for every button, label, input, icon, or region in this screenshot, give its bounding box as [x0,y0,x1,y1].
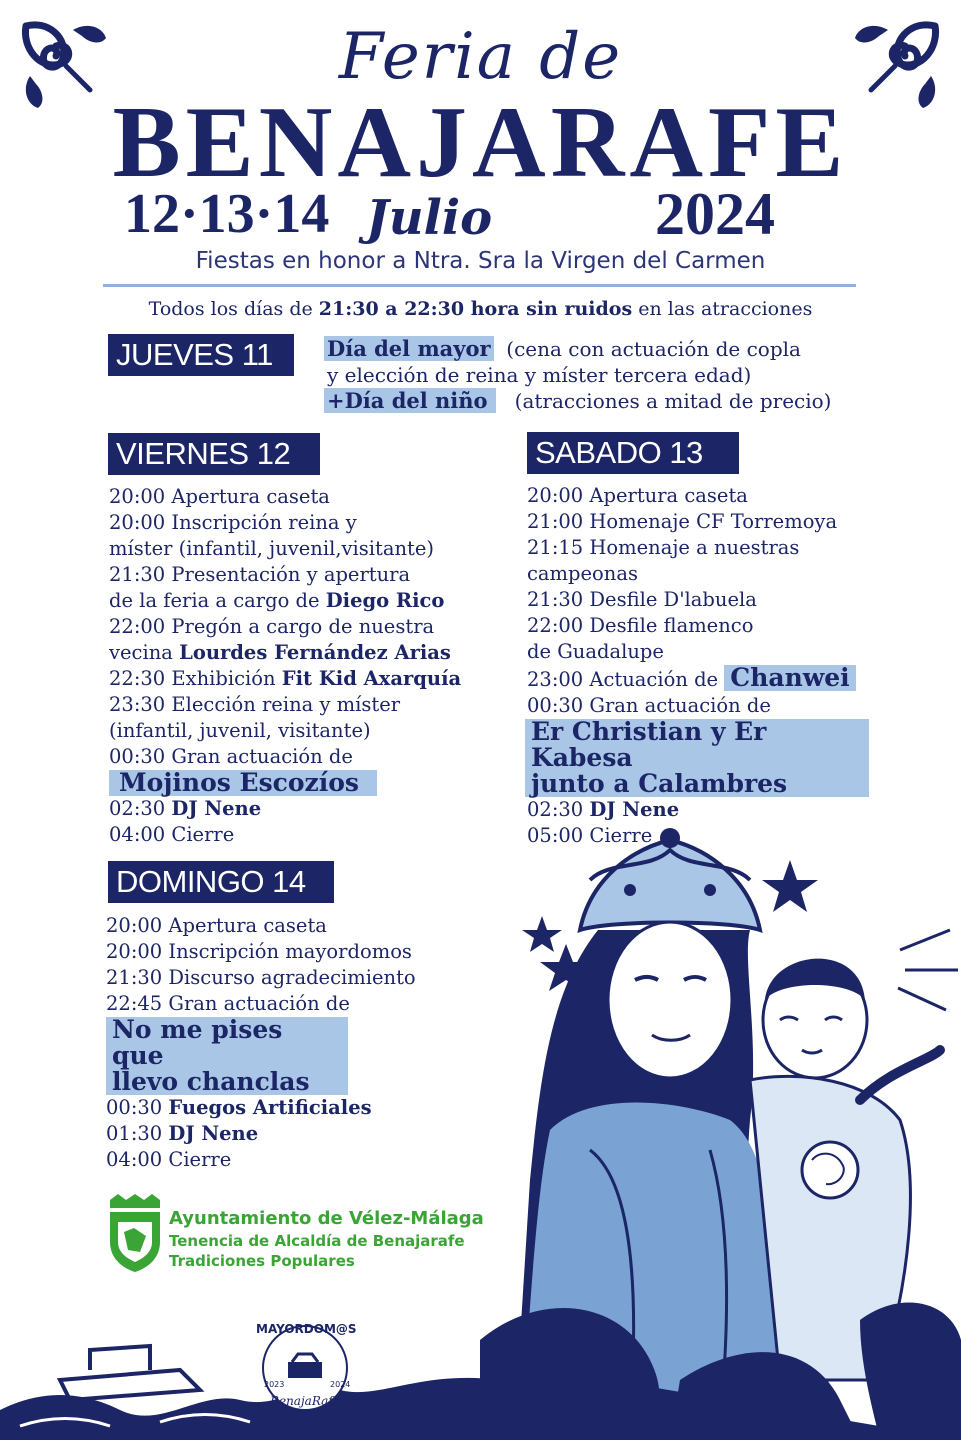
event-dia-mayor-desc-a: (cena con actuación de copla [506,337,801,361]
list-item: 21:30 Discurso agradecimiento [106,966,416,989]
domingo-schedule [106,913,416,1173]
event-dates: 12·13·14 [124,183,330,245]
virgin-illustration [480,820,961,1440]
headline-act: Mojinos Escozíos [109,770,377,796]
event-dia-nino-desc: (atracciones a mitad de precio) [514,389,832,413]
list-item: vecina Lourdes Fernández Arias [109,641,451,664]
list-item: 20:00 Apertura caseta [527,484,748,507]
list-item: 23:00 Actuación de Chanwei [527,665,869,693]
list-item: 20:00 Inscripción reina y [109,511,357,534]
notice-bold: 21:30 a 22:30 hora sin ruidos [318,298,633,320]
event-dia-nino: +Día del niño [324,388,496,413]
list-item: 20:00 Inscripción mayordomos [106,940,412,963]
list-item: 20:00 Apertura caseta [109,485,330,508]
crown-icon [580,840,760,930]
list-item: 22:30 Exhibición Fit Kid Axarquía [109,667,462,690]
shield-crest-icon [106,1192,164,1274]
headline-act: No me pises que llevo chanclas [106,1017,348,1095]
list-item: 02:30 DJ Nene [527,798,680,821]
viernes-schedule [109,484,461,848]
quiet-hours-notice [0,298,961,320]
performer-name: Diego Rico [325,589,445,612]
performer-name: DJ Nene [589,798,680,821]
performer-name: DJ Nene [168,1122,259,1145]
headline-act: Er Christian y Er Kabesa junto a Calambres [525,719,869,797]
divider [103,284,856,287]
sabado-schedule [527,483,869,849]
boat-icon [60,1370,200,1400]
main-title: BENAJARAFE [112,86,849,199]
list-item: (infantil, juvenil, visitante) [109,719,371,742]
list-item: 00:30 Fuegos Artificiales [106,1096,372,1119]
list-item: 22:00 Pregón a cargo de nuestra [109,615,435,638]
mayordomos-name: MAYORDOM@S [256,1322,357,1336]
list-item: 00:30 Gran actuación de [527,694,771,717]
list-item: campeonas [527,562,638,585]
performer-name: Fit Kid Axarquía [281,667,462,690]
list-item: 21:30 Presentación y apertura [109,563,411,586]
list-item: 05:00 Cierre [527,824,653,847]
performer-name: Lourdes Fernández Arias [179,641,451,664]
subtitle: Fiestas en honor a Ntra. Sra la Virgen del Carmen [195,248,766,274]
list-item: míster (infantil, juvenil,visitante) [109,537,435,560]
day-label-viernes: VIERNES 12 [108,433,320,475]
mayordomos-logo [250,1318,360,1418]
star-icon [762,860,818,912]
tradiciones-name: Tradiciones Populares [169,1252,355,1270]
notice-pre: Todos los días de [148,298,319,320]
list-item: 21:30 Desfile D'labuela [527,588,757,611]
list-item: 00:30 Gran actuación de [109,745,353,768]
list-item: 21:00 Homenaje CF Torremoya [527,510,838,533]
mayordomos-year-left: 2023 [264,1380,285,1389]
day-label-jueves: JUEVES 11 [108,334,294,376]
performer-name: DJ Nene [171,797,262,820]
mayordomos-place: BenajaRafe [270,1394,340,1408]
tenencia-name: Tenencia de Alcaldía de Benajarafe [169,1232,465,1250]
script-title: Feria de [338,20,623,94]
day-label-sabado: SABADO 13 [527,432,739,474]
list-item: 04:00 Cierre [106,1148,232,1171]
list-item: 20:00 Apertura caseta [106,914,327,937]
day-label-domingo: DOMINGO 14 [108,861,334,903]
list-item: 23:30 Elección reina y míster [109,693,401,716]
list-item: 02:30 DJ Nene [109,797,262,820]
list-item: 01:30 DJ Nene [106,1122,259,1145]
list-item: de la feria a cargo de Diego Rico [109,589,445,612]
event-month: Julio [366,190,493,246]
list-item: 21:15 Homenaje a nuestras [527,536,800,559]
event-dia-mayor: Día del mayor [324,336,494,361]
ayuntamiento-name: Ayuntamiento de Vélez-Málaga [169,1208,484,1229]
jueves-events [324,336,884,414]
mayordomos-year-right: 2024 [330,1380,351,1389]
list-item: 22:45 Gran actuación de [106,992,350,1015]
headline-act: Chanwei [724,665,855,691]
event-dia-mayor-desc-b: y elección de reina y míster tercera edad) [327,363,752,387]
list-item: 04:00 Cierre [109,823,235,846]
notice-post: en las atracciones [632,298,813,320]
list-item: de Guadalupe [527,640,664,663]
performer-name: Fuegos Artificiales [168,1096,372,1119]
star-icon [522,916,562,952]
list-item: 22:00 Desfile flamenco [527,614,754,637]
event-year: 2024 [655,181,775,247]
